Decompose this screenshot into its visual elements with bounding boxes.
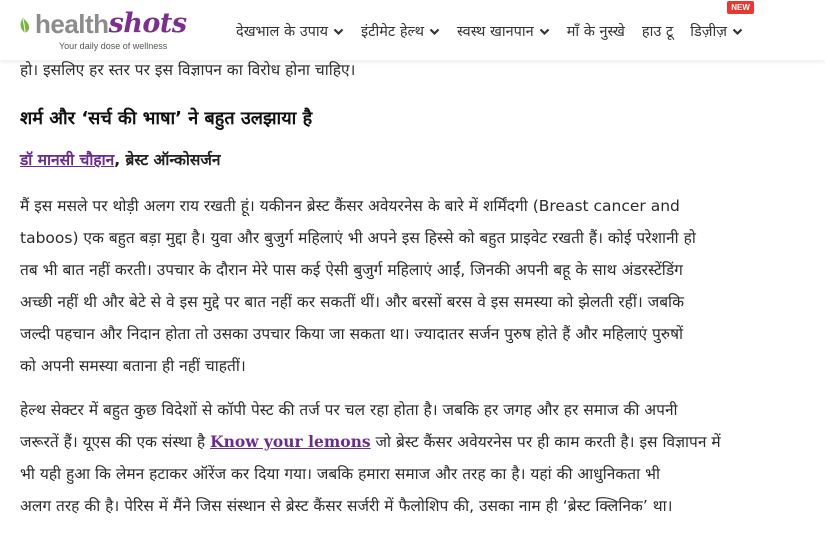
author-link[interactable]: डॉ मानसी चौहान <box>20 151 115 169</box>
nav-item-diseases[interactable] <box>690 3 750 41</box>
leaf-icon <box>18 16 33 34</box>
author-role: , ब्रेस्ट ऑन्कोसर्जन <box>114 151 221 169</box>
new-badge: NEW <box>727 1 754 14</box>
paragraph-line <box>20 426 815 458</box>
paragraph-line: को अपनी समस्या बताना ही नहीं चाहतीं। <box>20 357 246 375</box>
nav-item-label: देखभाल के उपाय <box>236 24 329 40</box>
text-span: जरूरतें हैं। यूएस की एक संस्था है <box>20 433 211 451</box>
nav-item-how-to[interactable] <box>642 21 673 41</box>
nav-item-label: स्वस्थ खानपान <box>457 24 534 40</box>
paragraph-line: अलग तरह की है। पेरिस में मैंने जिस संस्थान से ब्रेस्ट कैंसर सर्जरी में फैलोशिप की, उसका नाम ही ‘ब्रेस्ट क्लिनिक’ था। <box>20 497 673 515</box>
paragraph-line: taboos) एक बहुत बड़ा मुद्दा है। युवा और बुजुर्ग महिलाएं भी अपने इस हिस्से को बहुत प्राइवेट रखती हैं। कोई परेशानी हो <box>20 229 696 247</box>
nav-item-label: हाउ टू <box>641 24 674 40</box>
paragraph-line: तब भी बात नहीं करती। उपचार के दौरान मेरे पास कई ऐसी बुजुर्ग महिलाएं आईं, जिनकी अपनी बहू के साथ अंडरस्टेंडिंग <box>20 261 683 279</box>
section-heading: शर्म और ‘सर्च की भाषा’ ने बहुत उलझाया है <box>20 108 313 129</box>
paragraph-line: जल्दी पहचान और निदान होता तो उसका उपचार किया जा सकता था। ज्यादातर सर्जन पुरुष होते हैं और महिलाएं पुरुषों <box>20 325 684 343</box>
chevron-down-icon <box>539 28 550 36</box>
nav-item-care-tips[interactable] <box>236 21 344 41</box>
nav-item-label: इंटीमेट हेल्थ <box>361 24 425 40</box>
nav-item-label: डिज़ीज़ <box>690 24 727 40</box>
nav-item-healthy-eating[interactable] <box>457 21 550 41</box>
nav-item-label: माँ के नुस्खे <box>566 24 625 40</box>
chevron-down-icon <box>429 28 440 36</box>
nav-item-mothers-remedies[interactable] <box>567 21 625 41</box>
chevron-down-icon <box>333 28 344 36</box>
article-paragraph <box>20 394 815 522</box>
paragraph-line: अच्छी नहीं थी और बेटे से वे इस मुद्दे पर बात नहीं कर सकतीं थीं। और बरसों बरस वे इस समस्या को झेलती रहीं। जबकि <box>20 293 684 311</box>
logo-shots-text: shots <box>108 8 187 39</box>
site-logo[interactable] <box>18 8 188 54</box>
know-your-lemons-link[interactable]: Know your lemons <box>210 432 371 451</box>
article-paragraph <box>20 190 815 382</box>
nav-item-intimate-health[interactable] <box>361 21 440 41</box>
chevron-down-icon <box>732 28 743 36</box>
paragraph-line: हेल्थ सेक्टर में बहुत कुछ विदेशों से कॉपी पेस्ट की तर्ज पर चल रहा होता है। जबकि हर जगह और हर समाज की अपनी <box>20 401 678 419</box>
main-nav <box>236 0 760 60</box>
logo-tagline: Your daily dose of wellness <box>59 41 168 51</box>
text-span: जो ब्रेस्ट कैंसर अवेयरनेस पर ही काम करती है। इस विज्ञापन में <box>370 433 721 451</box>
site-header <box>0 0 825 60</box>
paragraph-line: मैं इस मसले पर थोड़ी अलग राय रखती हूं। यकीनन ब्रेस्ट कैंसर अवेयरनेस के बारे में शर्मिंदगी (Breast cancer and <box>20 197 680 215</box>
author-byline <box>20 148 221 170</box>
paragraph-line: भी यही हुआ कि लेमन हटाकर ऑरेंज कर दिया गया। जबकि हमारा समाज और तरह का है। यहां की आधुनिकता भी <box>20 465 660 483</box>
logo-health-text: health <box>35 9 109 39</box>
paragraph-fragment: हो। इसलिए हर स्तर पर इस विज्ञापन का विरोध होना चाहिए। <box>20 61 356 79</box>
logo-wordmark <box>18 8 188 38</box>
